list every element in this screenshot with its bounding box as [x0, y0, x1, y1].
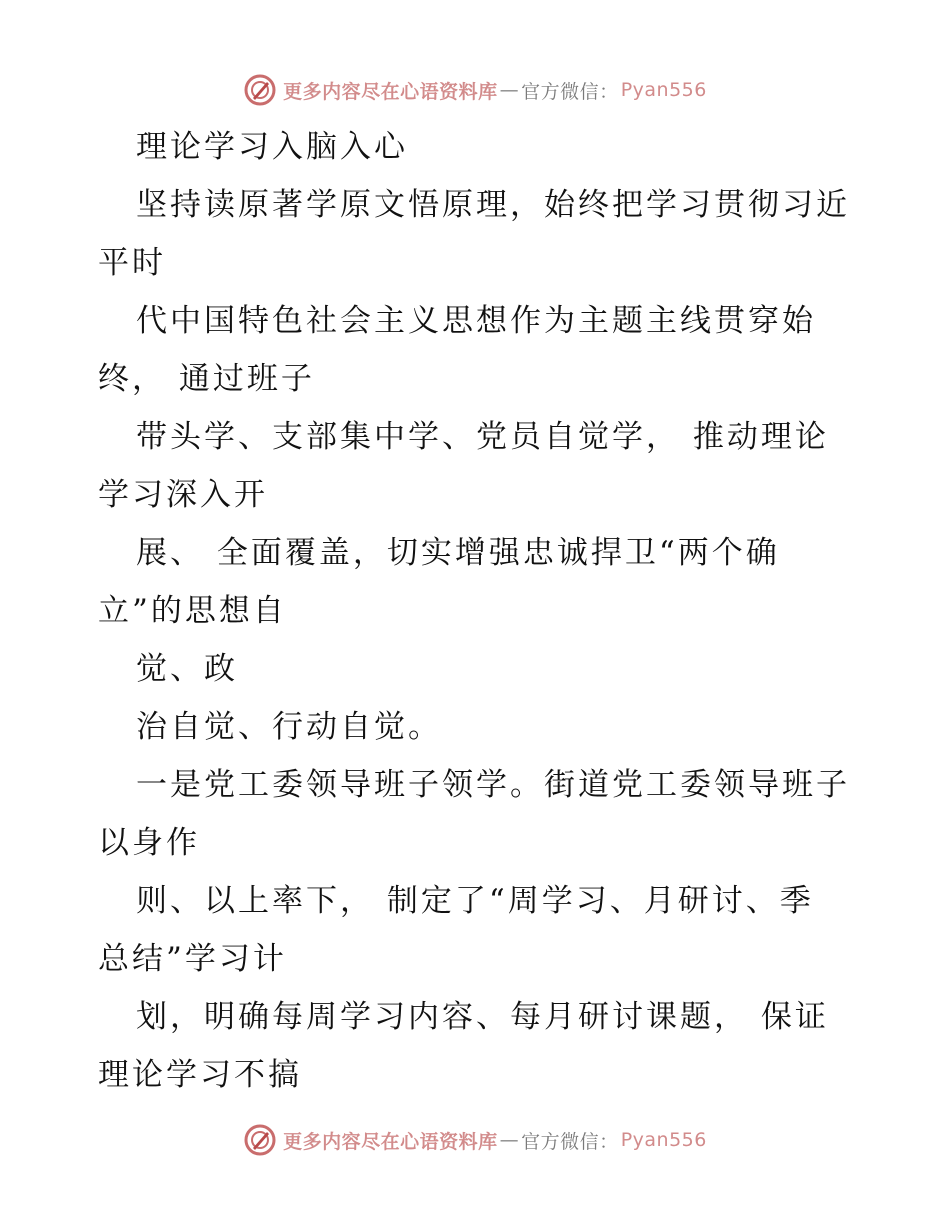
text-line: 则、以上率下， 制定了“周学习、月研讨、季 [136, 883, 814, 919]
brand-logo-icon [243, 1123, 277, 1157]
watermark-wechat-id: Pyan556 [620, 1129, 707, 1151]
watermark-title: 更多内容尽在心语资料库 [283, 80, 498, 103]
text-line: 理论学习不搞 [98, 1057, 302, 1093]
text-line: 总结”学习计 [98, 941, 287, 977]
watermark-dash: — [499, 79, 520, 101]
text-line: 带头学、支部集中学、党员自觉学， 推动理论 [136, 419, 829, 455]
watermark-wechat-id: Pyan556 [620, 79, 707, 101]
text-line: 觉、政 [136, 651, 238, 687]
text-line: 坚持读原著学原文悟原理，始终把学习贯彻习近 [136, 187, 850, 223]
text-line: 学习深入开 [98, 477, 268, 513]
watermark-wechat-label: 官方微信： [521, 80, 619, 103]
document-body [98, 118, 888, 1104]
text-line: 划，明确每周学习内容、每月研讨课题， 保证 [136, 999, 829, 1035]
watermark-wechat-label: 官方微信： [521, 1130, 619, 1153]
text-line: 展、 全面覆盖，切实增强忠诚捍卫“两个确 [136, 535, 780, 571]
watermark-title: 更多内容尽在心语资料库 [283, 1130, 498, 1153]
watermark-dash: — [499, 1129, 520, 1151]
watermark-header [0, 70, 950, 110]
watermark-footer [0, 1120, 950, 1160]
text-line: 立”的思想自 [98, 593, 287, 629]
text-line: 代中国特色社会主义思想作为主题主线贯穿始 [136, 303, 816, 339]
text-line: 理论学习入脑入心 [136, 129, 408, 165]
text-line: 以身作 [98, 825, 200, 861]
text-line: 终， 通过班子 [98, 361, 315, 397]
text-line: 治自觉、行动自觉。 [136, 709, 442, 745]
text-line: 平时 [98, 245, 166, 281]
text-line: 一是党工委领导班子领学。街道党工委领导班子 [136, 767, 850, 803]
brand-logo-icon [243, 73, 277, 107]
